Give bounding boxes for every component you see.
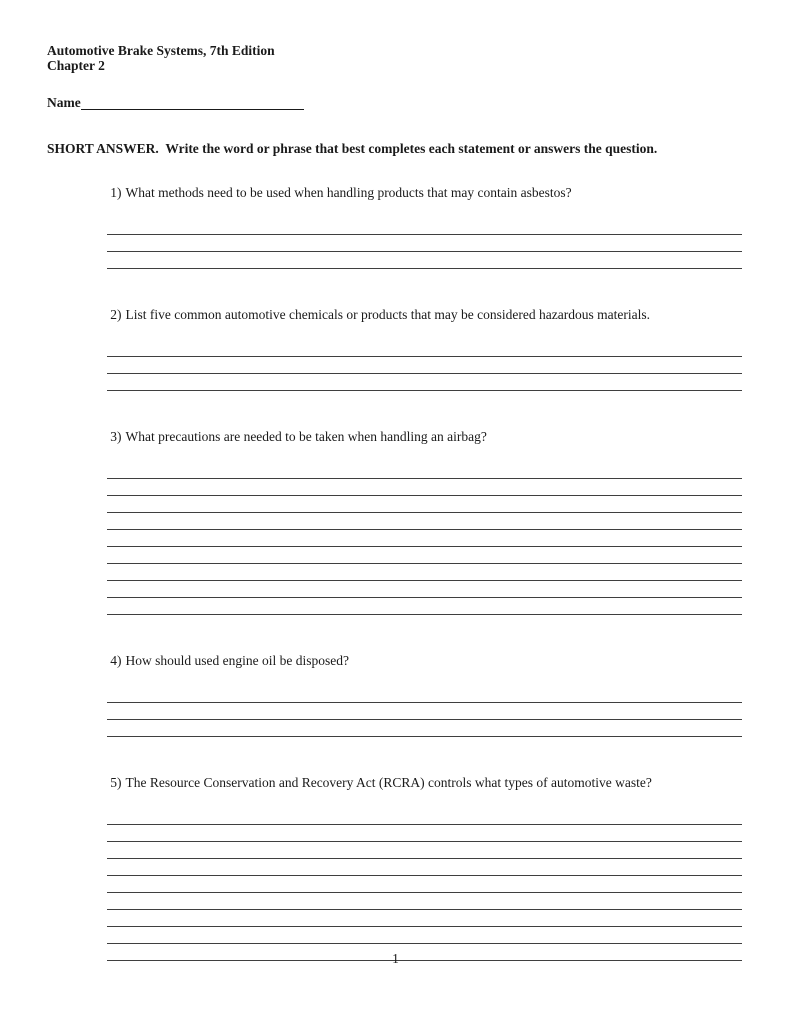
name-label: Name	[47, 95, 81, 110]
name-blank-line	[81, 95, 304, 110]
answer-line	[107, 859, 742, 876]
answer-line	[107, 893, 742, 910]
answer-line	[107, 910, 742, 927]
question-label: List five common automotive chemicals or products that may be considered hazardous materials.	[125, 307, 650, 322]
answer-line	[107, 842, 742, 859]
question-item	[47, 757, 747, 961]
book-title: Automotive Brake Systems, 7th Edition	[47, 43, 275, 58]
answer-line	[107, 686, 742, 703]
question-label: What precautions are needed to be taken when handling an airbag?	[125, 429, 487, 444]
name-row	[47, 93, 747, 110]
question-text	[90, 411, 747, 462]
answer-line	[107, 876, 742, 893]
question-number: 5)	[110, 775, 122, 790]
questions-list	[47, 167, 747, 961]
answer-line	[107, 581, 742, 598]
answer-lines	[107, 462, 742, 615]
answer-line	[107, 598, 742, 615]
answer-line	[107, 252, 742, 269]
question-item	[47, 289, 747, 391]
answer-line	[107, 513, 742, 530]
answer-line	[107, 703, 742, 720]
page-number: 1	[392, 951, 399, 966]
answer-line	[107, 720, 742, 737]
question-item	[47, 167, 747, 269]
answer-line	[107, 462, 742, 479]
question-item	[47, 411, 747, 615]
question-text	[90, 167, 747, 218]
answer-line	[107, 547, 742, 564]
answer-lines	[107, 808, 742, 961]
answer-line	[107, 530, 742, 547]
question-item	[47, 635, 747, 737]
answer-line	[107, 218, 742, 235]
question-label: What methods need to be used when handling products that may contain asbestos?	[125, 185, 572, 200]
question-number: 1)	[110, 185, 122, 200]
answer-lines	[107, 218, 742, 269]
answer-line	[107, 825, 742, 842]
answer-line	[107, 808, 742, 825]
chapter-label: Chapter 2	[47, 57, 105, 73]
page-content	[47, 44, 747, 961]
question-text	[90, 757, 747, 808]
answer-line	[107, 374, 742, 391]
question-number: 4)	[110, 653, 122, 668]
question-label: The Resource Conservation and Recovery Act (RCRA) controls what types of automotive waste?	[125, 775, 652, 790]
answer-line	[107, 479, 742, 496]
question-text	[90, 289, 747, 340]
answer-lines	[107, 340, 742, 391]
question-number: 2)	[110, 307, 122, 322]
answer-lines	[107, 686, 742, 737]
answer-line	[107, 357, 742, 374]
instructions-text: SHORT ANSWER. Write the word or phrase that best completes each statement or answers the question.	[47, 141, 658, 156]
answer-line	[107, 496, 742, 513]
answer-line	[107, 927, 742, 944]
answer-line	[107, 235, 742, 252]
question-label: How should used engine oil be disposed?	[125, 653, 349, 668]
question-text	[90, 635, 747, 686]
question-number: 3)	[110, 429, 122, 444]
answer-line	[107, 564, 742, 581]
answer-line	[107, 340, 742, 357]
